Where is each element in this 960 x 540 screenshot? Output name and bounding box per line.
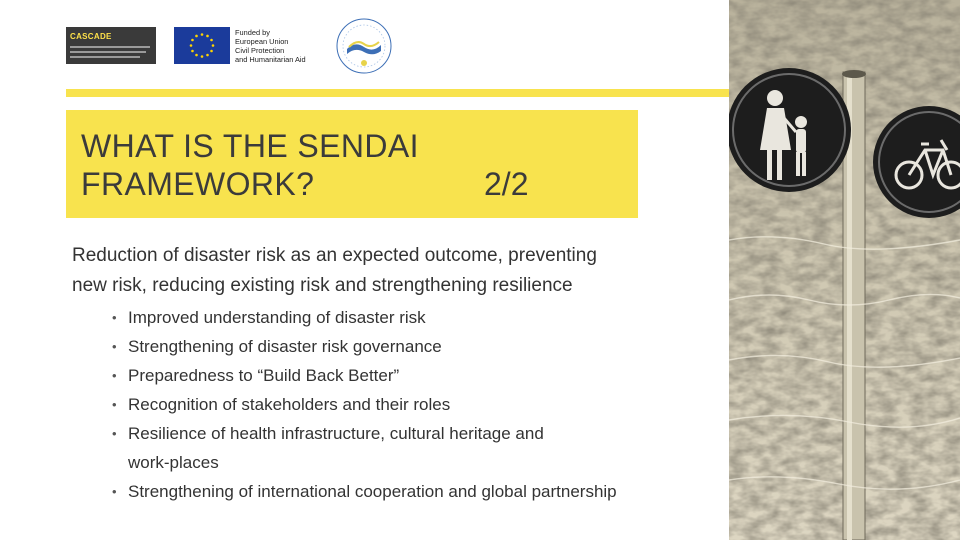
page-indicator: 2/2 [484, 166, 529, 202]
eu-star-icon [210, 50, 213, 53]
bullet-marker: • [112, 426, 117, 441]
eu-star-icon [195, 35, 198, 38]
bullet-text: Resilience of health infrastructure, cultural heritage and [128, 424, 544, 443]
bullet-item [112, 332, 617, 361]
eu-star-icon [210, 39, 213, 42]
cascade-logo-tagline [70, 51, 146, 53]
circular-seal-logo [335, 17, 393, 75]
intro-paragraph [72, 241, 712, 300]
cascade-logo-name: CASCADE [70, 32, 112, 41]
bullet-text: Strengthening of disaster risk governance [128, 337, 442, 356]
bullet-item [112, 477, 617, 506]
bullet-list [112, 303, 617, 506]
bullet-text: Strengthening of international cooperation and global partnership [128, 482, 617, 501]
eu-funding-line: Civil Protection [235, 46, 285, 55]
bullet-marker: • [112, 484, 117, 499]
eu-star-icon [201, 33, 204, 36]
bullet-text: Improved understanding of disaster risk [128, 308, 426, 327]
bullet-item [112, 390, 617, 419]
eu-star-icon [212, 44, 215, 47]
eu-star-icon [191, 39, 194, 42]
bullet-text: Recognition of stakeholders and their roles [128, 395, 451, 414]
bullet-item [112, 303, 617, 332]
bullet-marker: • [112, 368, 117, 383]
flooded-signs-photo [729, 0, 960, 540]
eu-flag-icon [174, 27, 230, 64]
eu-star-icon [201, 55, 204, 58]
bullet-item [112, 419, 617, 477]
eu-funding-line: European Union [235, 37, 289, 46]
eu-star-icon [195, 54, 198, 57]
bullet-marker: • [112, 310, 117, 325]
bullet-text: Preparedness to “Build Back Better” [128, 366, 400, 385]
eu-star-icon [190, 44, 193, 47]
cascade-logo [66, 27, 156, 64]
bullet-text-continuation: work-places [128, 453, 219, 472]
eu-star-icon [206, 35, 209, 38]
page-title-line: WHAT IS THE SENDAI [81, 128, 419, 164]
cascade-logo-tagline [70, 46, 150, 48]
bullet-item [112, 361, 617, 390]
eu-funding-line: and Humanitarian Aid [235, 55, 306, 64]
title-box [66, 110, 638, 218]
page-title-line: FRAMEWORK? [81, 166, 315, 202]
bullet-marker: • [112, 339, 117, 354]
eu-star-icon [206, 54, 209, 57]
bullet-marker: • [112, 397, 117, 412]
eu-star-icon [191, 50, 194, 53]
cascade-logo-tagline [70, 56, 140, 58]
eu-funding-line: Funded by [235, 28, 270, 37]
intro-line: Reduction of disaster risk as an expected outcome, preventing [72, 245, 597, 266]
intro-line: new risk, reducing existing risk and strengthening resilience [72, 274, 573, 296]
eu-funding-text [235, 28, 306, 64]
